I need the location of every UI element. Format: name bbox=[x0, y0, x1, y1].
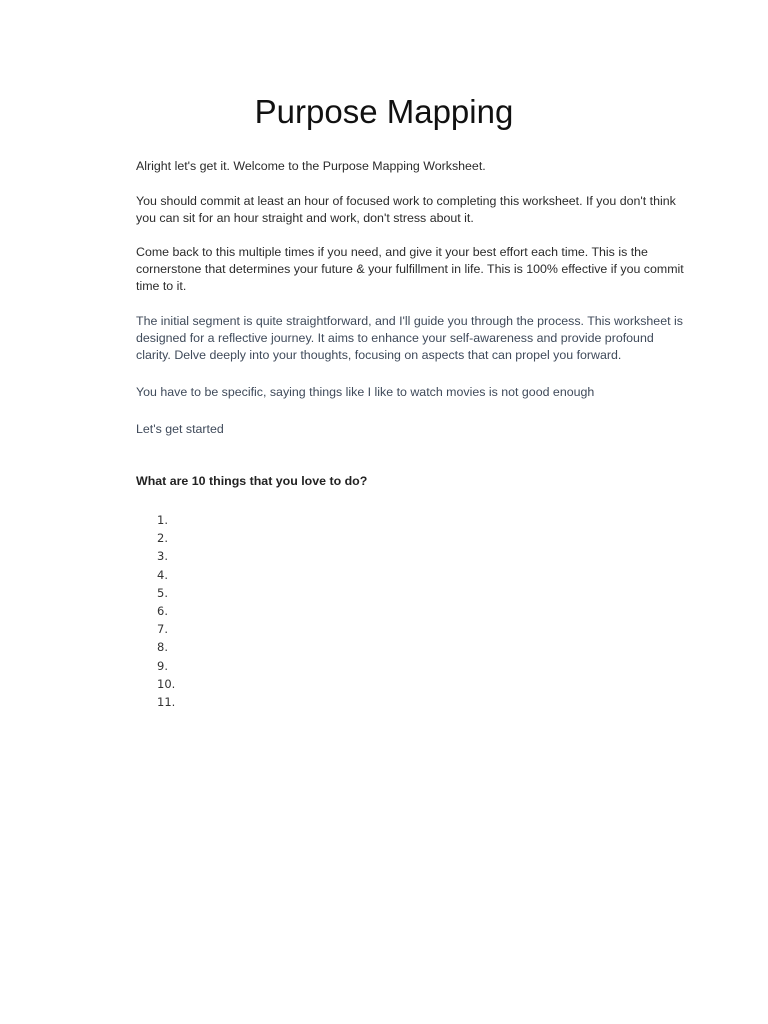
list-item: 9. bbox=[157, 658, 168, 673]
list-item: 5. bbox=[157, 585, 168, 600]
get-started-paragraph: Let's get started bbox=[136, 422, 224, 436]
list-item: 1. bbox=[157, 513, 168, 527]
list-item: 7. bbox=[157, 622, 168, 637]
list-item: 3. bbox=[157, 549, 168, 564]
page-title: Purpose Mapping bbox=[254, 93, 514, 130]
list-item: 2. bbox=[157, 531, 168, 546]
intro-paragraph: Alright let's get it. Welcome to the Purpose Mapping Worksheet. bbox=[136, 159, 486, 173]
answer-list bbox=[157, 511, 175, 711]
list-item: 8. bbox=[157, 640, 168, 655]
specific-paragraph: You have to be specific, saying things like I like to watch movies is not good enough bbox=[136, 385, 595, 399]
list-item: 10. bbox=[157, 676, 176, 691]
list-item: 4. bbox=[157, 567, 168, 582]
question-heading: What are 10 things that you love to do? bbox=[136, 474, 368, 488]
list-item: 6. bbox=[157, 603, 168, 618]
list-item: 11. bbox=[157, 694, 176, 709]
guide-paragraph: The initial segment is quite straightforward, and I'll guide you through the process. This worksheet is designed for a reflective journey. It aims to enhance your self-awareness and provide profound clarity. Delve deeply into your thoughts, focusing on aspects that can propel you forward. bbox=[136, 314, 683, 362]
cornerstone-paragraph: Come back to this multiple times if you need, and give it your best effort each time. This is the cornerstone that determines your future & your fulfillment in life. This is 100% effective if you commit time to it. bbox=[136, 245, 684, 293]
commitment-paragraph: You should commit at least an hour of focused work to completing this worksheet. If you don't think you can sit for an hour straight and work, don't stress about it. bbox=[136, 194, 676, 225]
